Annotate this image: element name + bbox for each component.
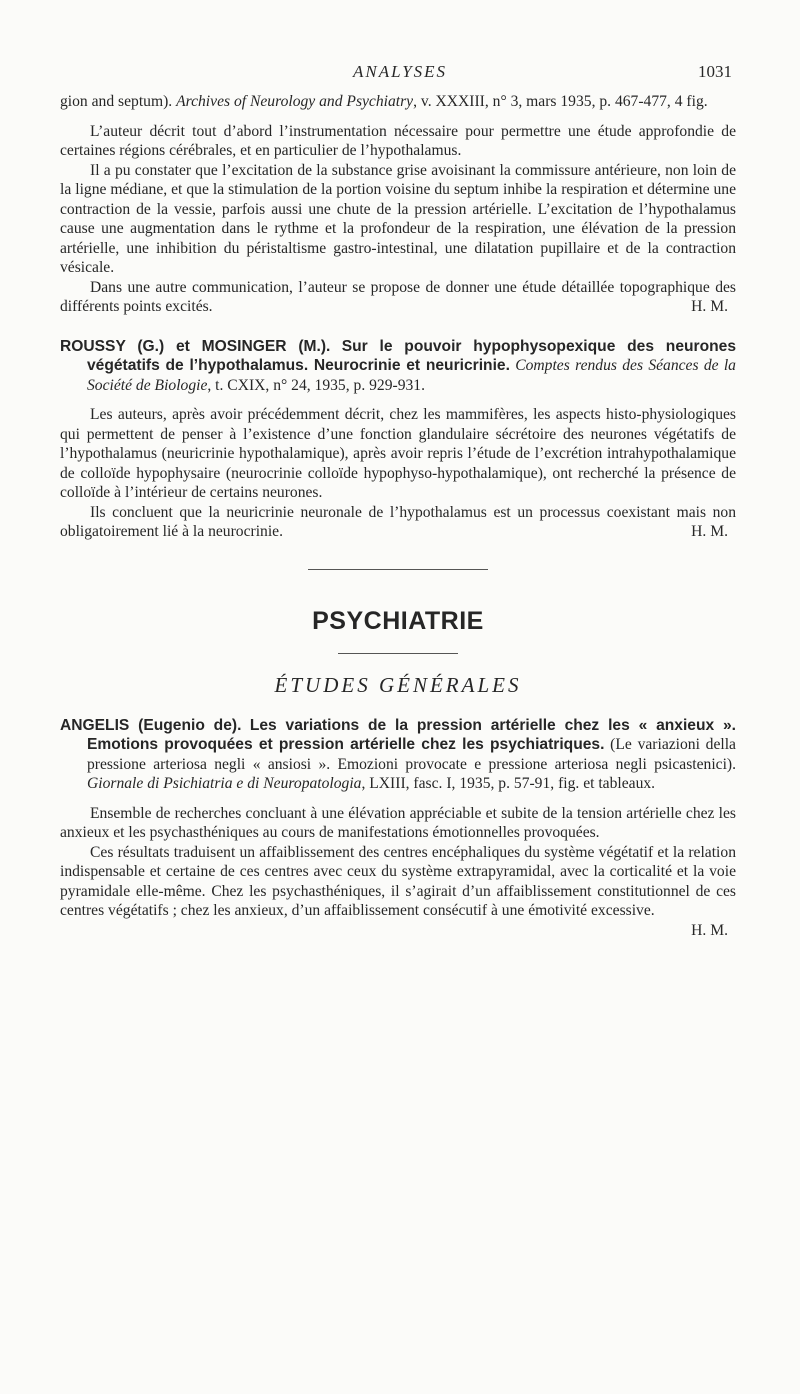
article-1-continuation: gion and septum). [60,93,177,110]
article-2-authors: ROUSSY (G.) et MOSINGER (M.). [60,337,331,355]
article-2-paragraph: Les auteurs, après avoir précédemment décrit, chez les mammifères, les aspects histo-physiologiques qui permettent de penser à l’existence d’une fonction glandulaire sécrétoire des neurones végétatifs de l’hypothalamus (neuricrinie hypothalamique), après avoir repris l’étude de l’excrétion intrahypothalamique de colloïde hypophysaire (neurocrinie colloïde hypophyso-hypothalamique), ont recherché la présence de colloïde à l’intérieur de certains neurones. [60,406,736,501]
article-3-title: Les variations de la pression artérielle chez les « anxieux ». Emotions provoquées et pression artérielle chez les psychiatriques. [87,716,736,753]
article-1-paragraph-last: Dans une autre communication, l’auteur se propose de donner une étude détaillée topographique des différents points excités. H. M. [60,278,736,315]
article-1-journal: Archives of Neurology and Psychiatry [176,93,414,110]
article-1-signature: H. M. [691,298,728,315]
article-1-paragraph: L’auteur décrit tout d’abord l’instrumentation nécessaire pour permettre une étude approfondie de certaines régions cérébrales, et en particulier de l’hypothalamus. [60,122,736,159]
section-title: PSYCHIATRIE [312,606,484,635]
article-2-paragraph-last: Ils concluent que la neuricrinie neuronale de l’hypothalamus est un processus coexistant mais non obligatoirement lié à la neurocrinie. H. M. [60,503,736,540]
running-title: ANALYSES [352,62,448,81]
section-divider [308,569,488,570]
article-3-paragraph: Ensemble de recherches concluant à une élévation appréciable et subite de la tension artérielle chez les anxieux et les psychasthéniques au cours de manifestations émotionnelles provoquées. [60,804,736,841]
subsection-title: ÉTUDES GÉNÉRALES [274,673,522,697]
article-3-heading [60,716,736,794]
article-3-original-title: (Le variazioni della pressione arteriosa negli « ansiosi ». Emozioni provocate e pressione arteriosa negli psicastenici). [87,736,736,773]
running-head [0,62,800,86]
article-2-title: Sur le pouvoir hypophysopexique des neurones végétatifs de l’hypothalamus. Neurocrinie et neuricrinie. [87,337,736,374]
page-content [60,92,736,940]
article-1-ref-tail: , v. XXXIII, n° 3, mars 1935, p. 467-477, 4 fig. [413,93,708,110]
article-3-ref-tail: , LXIII, fasc. I, 1935, p. 57-91, fig. et tableaux. [361,775,656,792]
article-2-ref-tail: , t. CXIX, n° 24, 1935, p. 929-931. [207,376,425,394]
article-2-heading [60,337,736,396]
subsection-divider [338,653,458,654]
article-2-journal: Comptes rendus des Séances de la Société de Biologie [87,357,736,394]
article-3-journal: Giornale di Psichiatria e di Neuropatologia [87,775,362,792]
article-3-signature: H. M. [691,921,728,939]
article-1-paragraph: Il a pu constater que l’excitation de la substance grise avoisinant la commissure antérieure, non loin de la ligne médiane, et que la stimulation de la portion voisine du septum inhibe la respiration et détermine une contraction de la vessie, parfois aussi une chute de la pression artérielle. L’excitation de l’hypothalamus cause une augmentation dans le rythme et la profondeur de la respiration, une élévation de la pression artérielle, une inhibition du péristaltisme gastro-intestinal, une dilatation pupillaire et de la contraction vésicale. [60,161,736,276]
article-3-paragraph: Ces résultats traduisent un affaiblissement des centres encéphaliques du système végétatif et la relation indispensable et certaine de ces centres avec ceux du système extrapyramidal, avec la corticalité et la voie pyramidale elle-même. Chez les psychasthéniques, il s’agirait d’un affaiblissement constitutionnel de ces centres végétatifs ; chez les anxieux, d’un affaiblissement consécutif à une émotivité excessive. [60,843,736,919]
article-3-authors: ANGELIS (Eugenio de). [60,716,242,734]
article-1-reference [60,92,736,112]
article-2-signature: H. M. [691,523,728,540]
page-number: 1031 [698,62,732,81]
